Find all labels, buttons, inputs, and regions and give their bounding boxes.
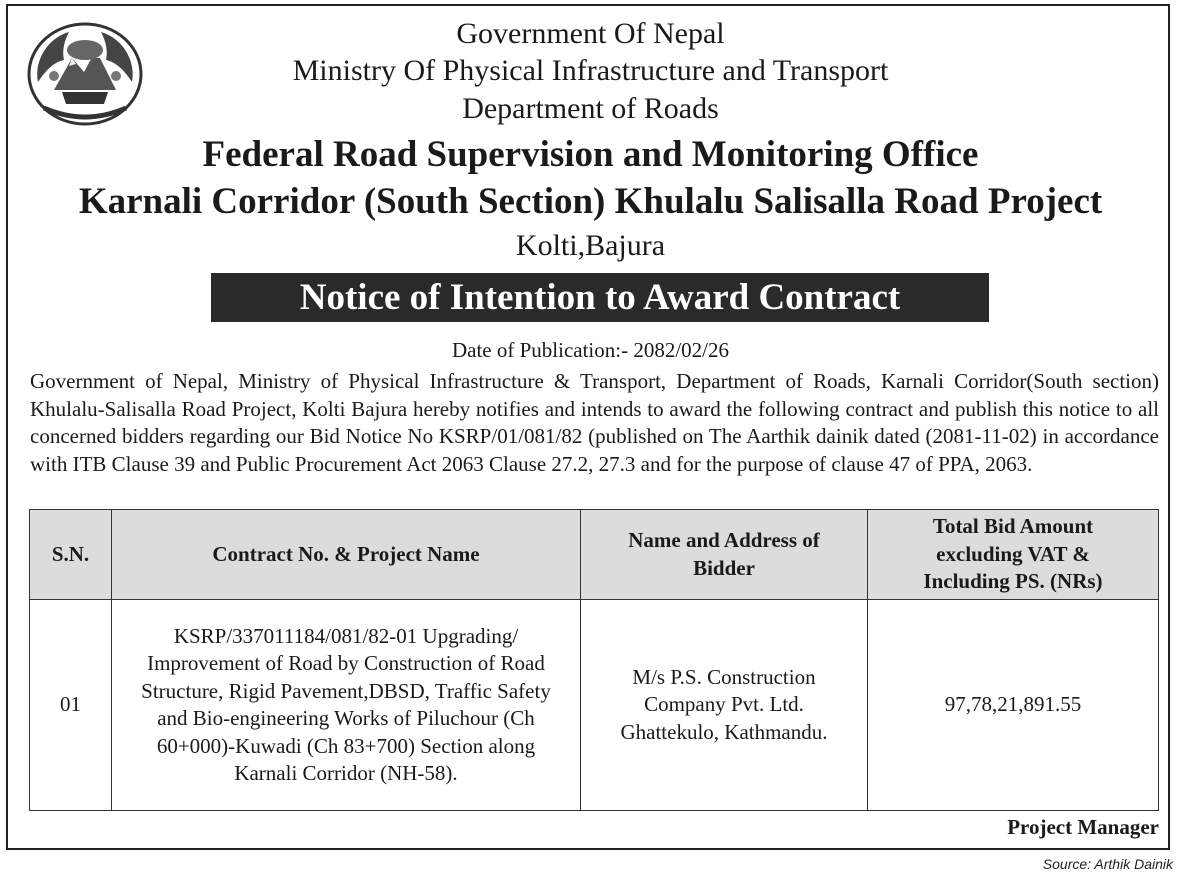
notice-body: Government of Nepal, Ministry of Physical Infrastructure & Transport, Department of Roads, Karnali Corridor(South section) Khulalu-Salisalla Road Project, Kolti Bajura hereby notifies and intends to award the following contract and publish this notice to all concerned bidders regarding our Bid Notice No KSRP/01/081/82 (published on The Aarthik dainik dated (2081-11-02) in accordance with ITB Clause 39 and Public Procurement Act 2063 Clause 27.2, 27.3 and for the purpose of clause 47 of PPA, 2063. xyxy=(30,369,1159,476)
source-credit: Source: Arthik Dainik xyxy=(1042,856,1173,872)
header-sn: S.N. xyxy=(30,510,112,600)
header-bidder: Name and Address of Bidder xyxy=(581,510,868,600)
table-row xyxy=(30,600,1159,811)
table-header-row xyxy=(30,510,1159,600)
cell-contract: KSRP/337011184/081/82-01 Upgrading/ Improvement of Road by Construction of Road Structure, Rigid Pavement,DBSD, Traffic Safety and Bio-engineering Works of Piluchour (Ch 60+000)-Kuwadi (Ch 83+700) Section along Karnali Corridor (NH-58). xyxy=(112,600,581,811)
publication-date: Date of Publication:- 2082/02/26 xyxy=(451,338,730,362)
location-text: Kolti,Bajura xyxy=(515,229,666,262)
award-table xyxy=(29,509,1159,811)
cell-bidder: M/s P.S. Construction Company Pvt. Ltd. Ghattekulo, Kathmandu. xyxy=(581,600,868,811)
notice-title-banner: Notice of Intention to Award Contract xyxy=(211,273,989,322)
signoff-project-manager: Project Manager xyxy=(1007,815,1159,839)
department-title: Department of Roads xyxy=(462,92,719,125)
ministry-title: Ministry Of Physical Infrastructure and Transport xyxy=(292,54,889,87)
government-title: Government Of Nepal xyxy=(456,17,725,50)
cell-amount: 97,78,21,891.55 xyxy=(868,600,1159,811)
office-title: Federal Road Supervision and Monitoring Office xyxy=(202,134,979,175)
header-amount: Total Bid Amount excluding VAT & Including PS. (NRs) xyxy=(868,510,1159,600)
project-title: Karnali Corridor (South Section) Khulalu Salisalla Road Project xyxy=(78,181,1103,222)
header-contract: Contract No. & Project Name xyxy=(112,510,581,600)
cell-sn: 01 xyxy=(30,600,112,811)
